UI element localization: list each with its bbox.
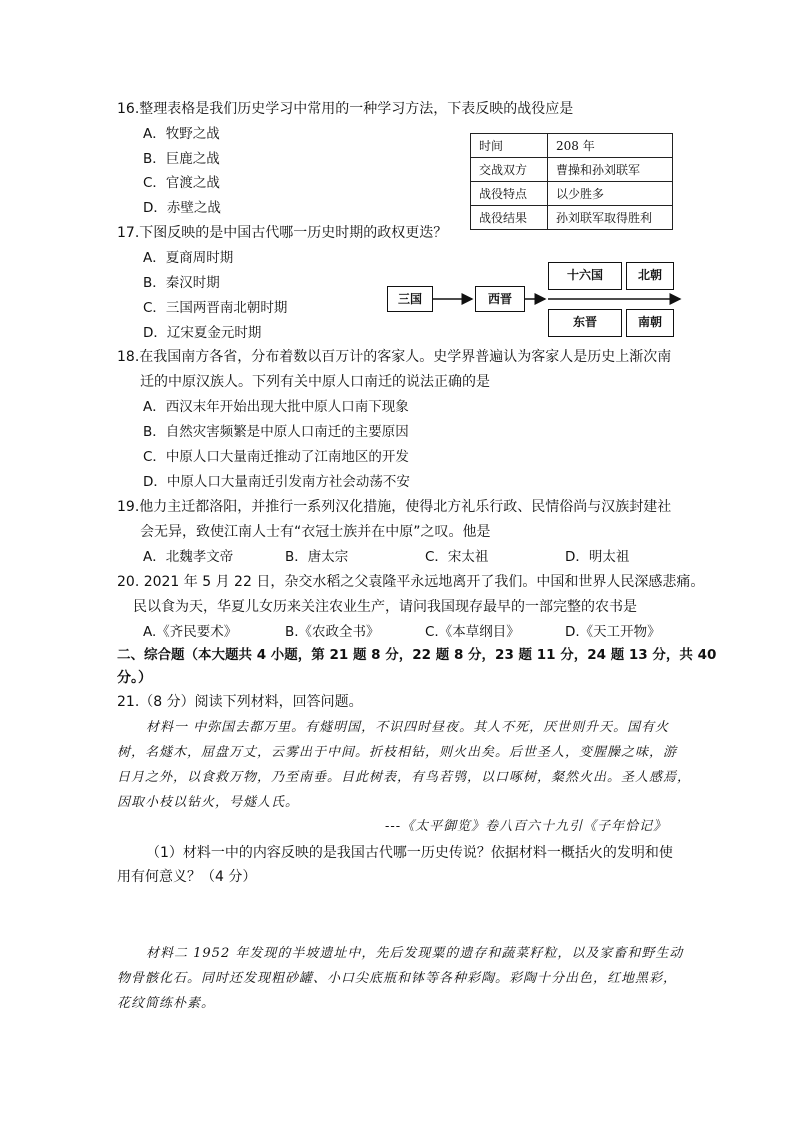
material1-source: ---《太平御览》卷八百六十九引《子年恰记》 — [385, 819, 668, 834]
table-value: 孙刘联军取得胜利 — [548, 206, 673, 230]
node-shiliuguo: 十六国 — [548, 262, 622, 290]
table-value: 曹操和孙刘联军 — [548, 158, 673, 182]
node-nanchao: 南朝 — [626, 309, 674, 337]
q20-option-a: A.《齐民要术》 — [143, 624, 238, 640]
q16-option-b: B．巨鹿之战 — [143, 151, 220, 167]
node-dongjin: 东晋 — [548, 309, 622, 337]
material1-line4: 因取小枝以钻火，号燧人氏。 — [117, 795, 300, 810]
table-key: 时间 — [471, 134, 548, 158]
q19-stem-line2: 会无异，致使江南人士有“衣冠士族并在中原”之叹。他是 — [140, 524, 491, 540]
q19-option-a: A．北魏孝文帝 — [143, 549, 234, 565]
q20-option-c: C.《本草纲目》 — [425, 624, 520, 640]
q18-option-b: B．自然灾害频繁是中原人口南迁的主要原因 — [143, 424, 409, 440]
q18-option-c: C．中原人口大量南迁推动了江南地区的开发 — [143, 449, 409, 465]
material1-line2: 树，名燧木，屈盘万丈，云雾出于中间。折枝相钻，则火出矣。后世圣人，变腥臊之味，游 — [117, 745, 678, 760]
material1-line3: 日月之外，以食救万物，乃至南垂。目此树表，有鸟若鸮，以口啄树，粲然火出。圣人感焉， — [117, 770, 692, 785]
table-value: 以少胜多 — [548, 182, 673, 206]
q19-option-b: B．唐太宗 — [285, 549, 349, 565]
table-key: 战役特点 — [471, 182, 548, 206]
q17-option-d: D．辽宋夏金元时期 — [143, 325, 262, 341]
node-beichao: 北朝 — [626, 262, 674, 290]
q18-stem-line2: 迁的中原汉族人。下列有关中原人口南迁的说法正确的是 — [140, 374, 490, 390]
q17-option-a: A．夏商周时期 — [143, 250, 234, 266]
q17-stem: 17.下图反映的是中国古代哪一历史时期的政权更迭？ — [117, 225, 448, 241]
q16-stem: 16.整理表格是我们历史学习中常用的一种学习方法，下表反映的战役应是 — [117, 101, 574, 117]
q16-option-c: C．官渡之战 — [143, 175, 220, 191]
q17-option-c: C．三国两晋南北朝时期 — [143, 300, 288, 316]
q19-option-c: C．宋太祖 — [425, 549, 489, 565]
q19-option-d: D．明太祖 — [565, 549, 630, 565]
q20-stem-line1: 20. 2021 年 5 月 22 日，杂交水稻之父袁隆平永远地离开了我们。中国和世界人民深感悲痛。 — [117, 574, 705, 590]
table-key: 战役结果 — [471, 206, 548, 230]
q18-option-a: A．西汉末年开始出现大批中原人口南下现象 — [143, 399, 409, 415]
table-value: 208 年 — [548, 134, 673, 158]
q20-option-b: B.《农政全书》 — [285, 624, 380, 640]
material2-line3: 花纹简练朴素。 — [117, 996, 216, 1011]
q21-sub1-line2: 用有何意义？（4 分） — [117, 869, 257, 885]
q16-option-d: D．赤壁之战 — [143, 200, 221, 216]
section2-heading-line2: 分。） — [117, 670, 152, 686]
q19-stem-line1: 19.他力主迁都洛阳，并推行一系列汉化措施，使得北方礼乐行政、民情俗尚与汉族封建社 — [117, 499, 672, 515]
q18-option-d: D．中原人口大量南迁引发南方社会动荡不安 — [143, 474, 410, 490]
succession-arrows — [0, 0, 794, 400]
q20-option-d: D.《天工开物》 — [565, 624, 661, 640]
q16-option-a: A．牧野之战 — [143, 126, 220, 142]
q17-option-b: B．秦汉时期 — [143, 275, 220, 291]
q21-sub1-line1: （1）材料一中的内容反映的是我国古代哪一历史传说？依据材料一概括火的发明和使 — [146, 845, 673, 861]
table-key: 交战双方 — [471, 158, 548, 182]
material1-line1: 材料一 中弥国去都万里。有燧明国，不识四时昼夜。其人不死，厌世则升天。国有火 — [146, 720, 670, 735]
section2-heading-line1: 二、综合题（本大题共 4 小题，第 21 题 8 分，22 题 8 分，23 题 11 分，24 题 13 分，共 40 — [117, 647, 717, 663]
q18-stem-line1: 18.在我国南方各省，分布着数以百万计的客家人。史学界普遍认为客家人是历史上渐次南 — [117, 349, 672, 365]
node-sanguo: 三国 — [387, 286, 433, 312]
material2-line1: 材料二 1952 年发现的半坡遗址中，先后发现粟的遗存和蔬菜籽粒，以及家畜和野生动 — [146, 946, 684, 961]
node-xijin: 西晋 — [475, 286, 525, 312]
q20-stem-line2: 民以食为天，华夏儿女历来关注农业生产，请问我国现存最早的一部完整的农书是 — [133, 599, 637, 615]
q21-stem: 21.（8 分）阅读下列材料，回答问题。 — [117, 694, 363, 710]
material2-line2: 物骨骸化石。同时还发现粗砂罐、小口尖底瓶和钵等各种彩陶。彩陶十分出色，红地黑彩， — [117, 971, 678, 986]
